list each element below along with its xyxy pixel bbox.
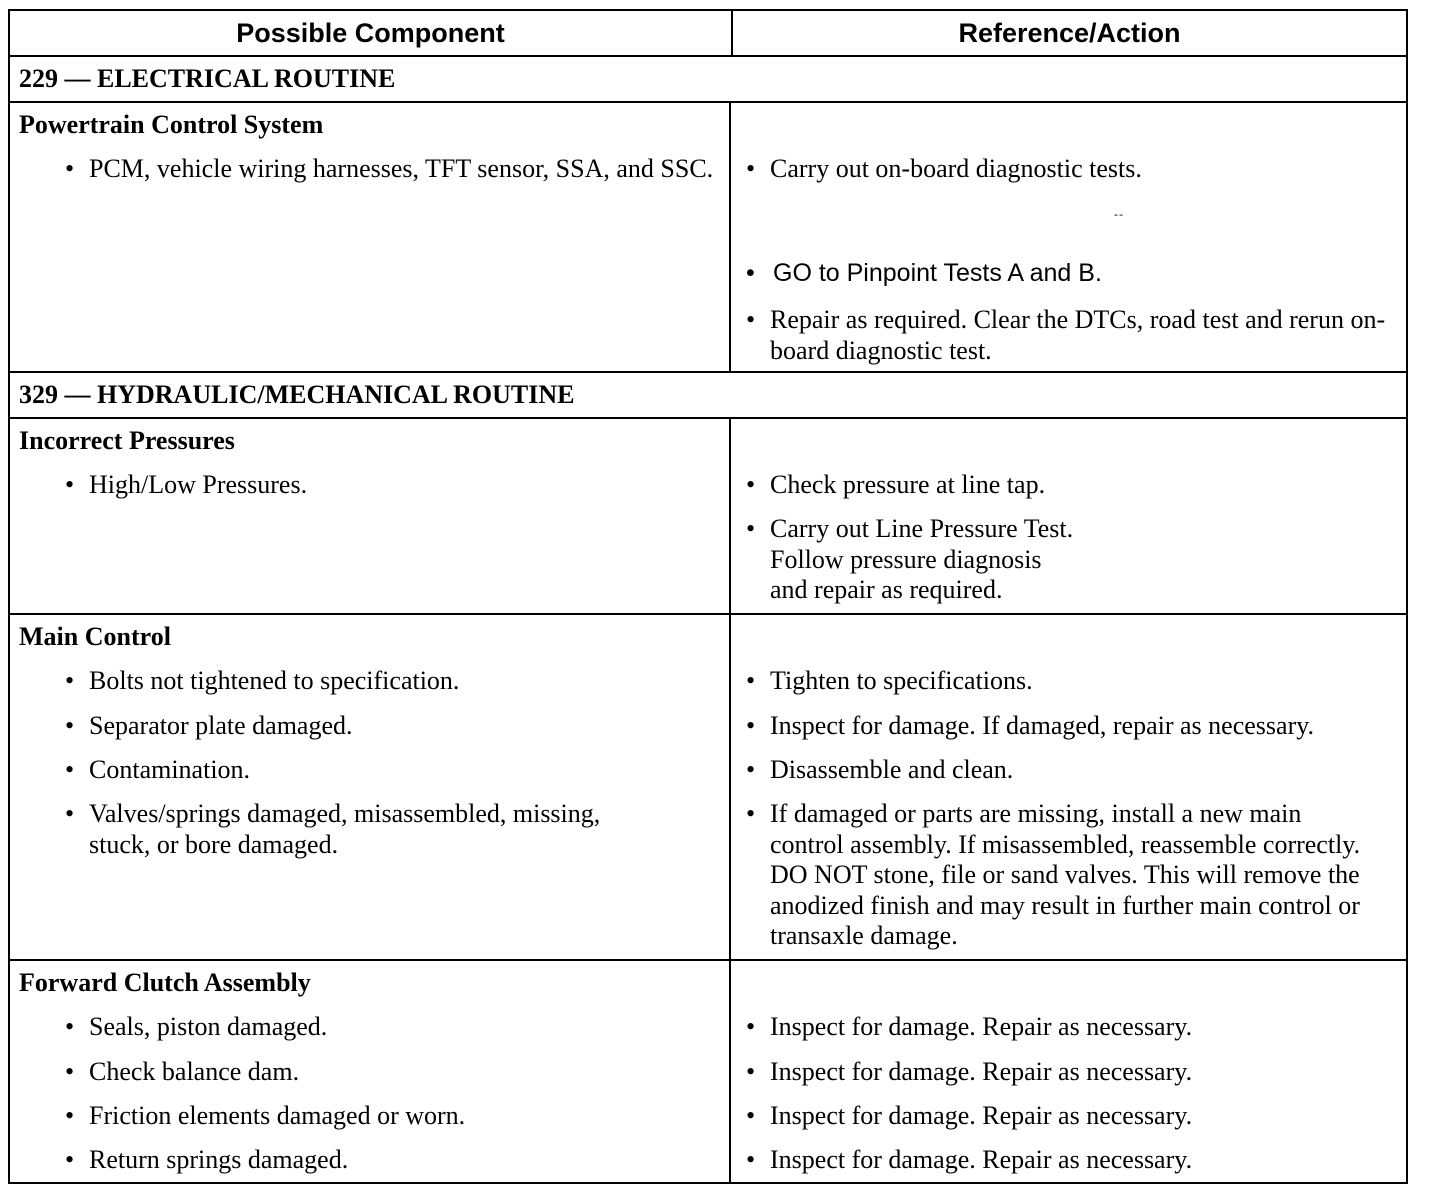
section-electrical-routine: 229 — ELECTRICAL ROUTINE (10, 57, 1406, 103)
action-item: • Inspect for damage. Repair as necessary. (746, 1057, 1193, 1086)
group-title: Powertrain Control System (19, 110, 324, 139)
action-item: • Check pressure at line tap. (746, 470, 1046, 499)
action-item: • Tighten to specifications. (746, 666, 1033, 695)
group-title: Main Control (19, 622, 171, 651)
action-item: • Repair as required. Clear the DTCs, road test and rerun on-board diagnostic test. (746, 305, 1386, 365)
group-title: Forward Clutch Assembly (19, 968, 311, 997)
component-item: • Friction elements damaged or worn. (65, 1101, 466, 1130)
table-header (10, 11, 1406, 57)
action-item: • If damaged or parts are missing, install a new main control assembly. If misassembled, reassemble correctly. DO NOT stone, file or sand valves. This will remove the anodized finish and may result in further main control or transaxle damage. (746, 799, 1361, 950)
group-forward-clutch-assembly (10, 961, 1406, 1182)
group-powertrain-control-system (10, 103, 1406, 373)
action-item: • Inspect for damage. Repair as necessary. (746, 1101, 1193, 1130)
component-item: • PCM, vehicle wiring harnesses, TFT sensor, SSA, and SSC. (65, 154, 714, 183)
action-item: • GO to Pinpoint Tests A and B. (746, 259, 1102, 287)
component-item: • Check balance dam. (65, 1057, 300, 1086)
dash-mark: -- (1114, 207, 1124, 221)
action-item: • Carry out Line Pressure Test. Follow pressure diagnosis and repair as required. (746, 514, 1074, 604)
group-incorrect-pressures (10, 419, 1406, 615)
component-item: • Return springs damaged. (65, 1145, 349, 1174)
component-item: • High/Low Pressures. (65, 470, 308, 499)
action-item: • Inspect for damage. Repair as necessary. (746, 1012, 1193, 1041)
action-item: • Disassemble and clean. (746, 755, 1014, 784)
header-reference-action: Reference/Action (958, 17, 1181, 48)
component-item: • Valves/springs damaged, misassembled, missing, stuck, or bore damaged. (65, 799, 601, 859)
action-item: • Carry out on-board diagnostic tests. (746, 154, 1142, 183)
section-hydraulic-mechanical-routine: 329 — HYDRAULIC/MECHANICAL ROUTINE (10, 373, 1406, 419)
component-item: • Contamination. (65, 755, 251, 784)
group-main-control (10, 615, 1406, 961)
component-item: • Bolts not tightened to specification. (65, 666, 460, 695)
component-item: • Seals, piston damaged. (65, 1012, 328, 1041)
group-title: Incorrect Pressures (19, 426, 235, 455)
action-item: • Inspect for damage. If damaged, repair as necessary. (746, 711, 1315, 740)
action-item: • Inspect for damage. Repair as necessary. (746, 1145, 1193, 1174)
diagnosis-table (8, 9, 1408, 1184)
component-item: • Separator plate damaged. (65, 711, 353, 740)
header-possible-component: Possible Component (10, 11, 733, 55)
